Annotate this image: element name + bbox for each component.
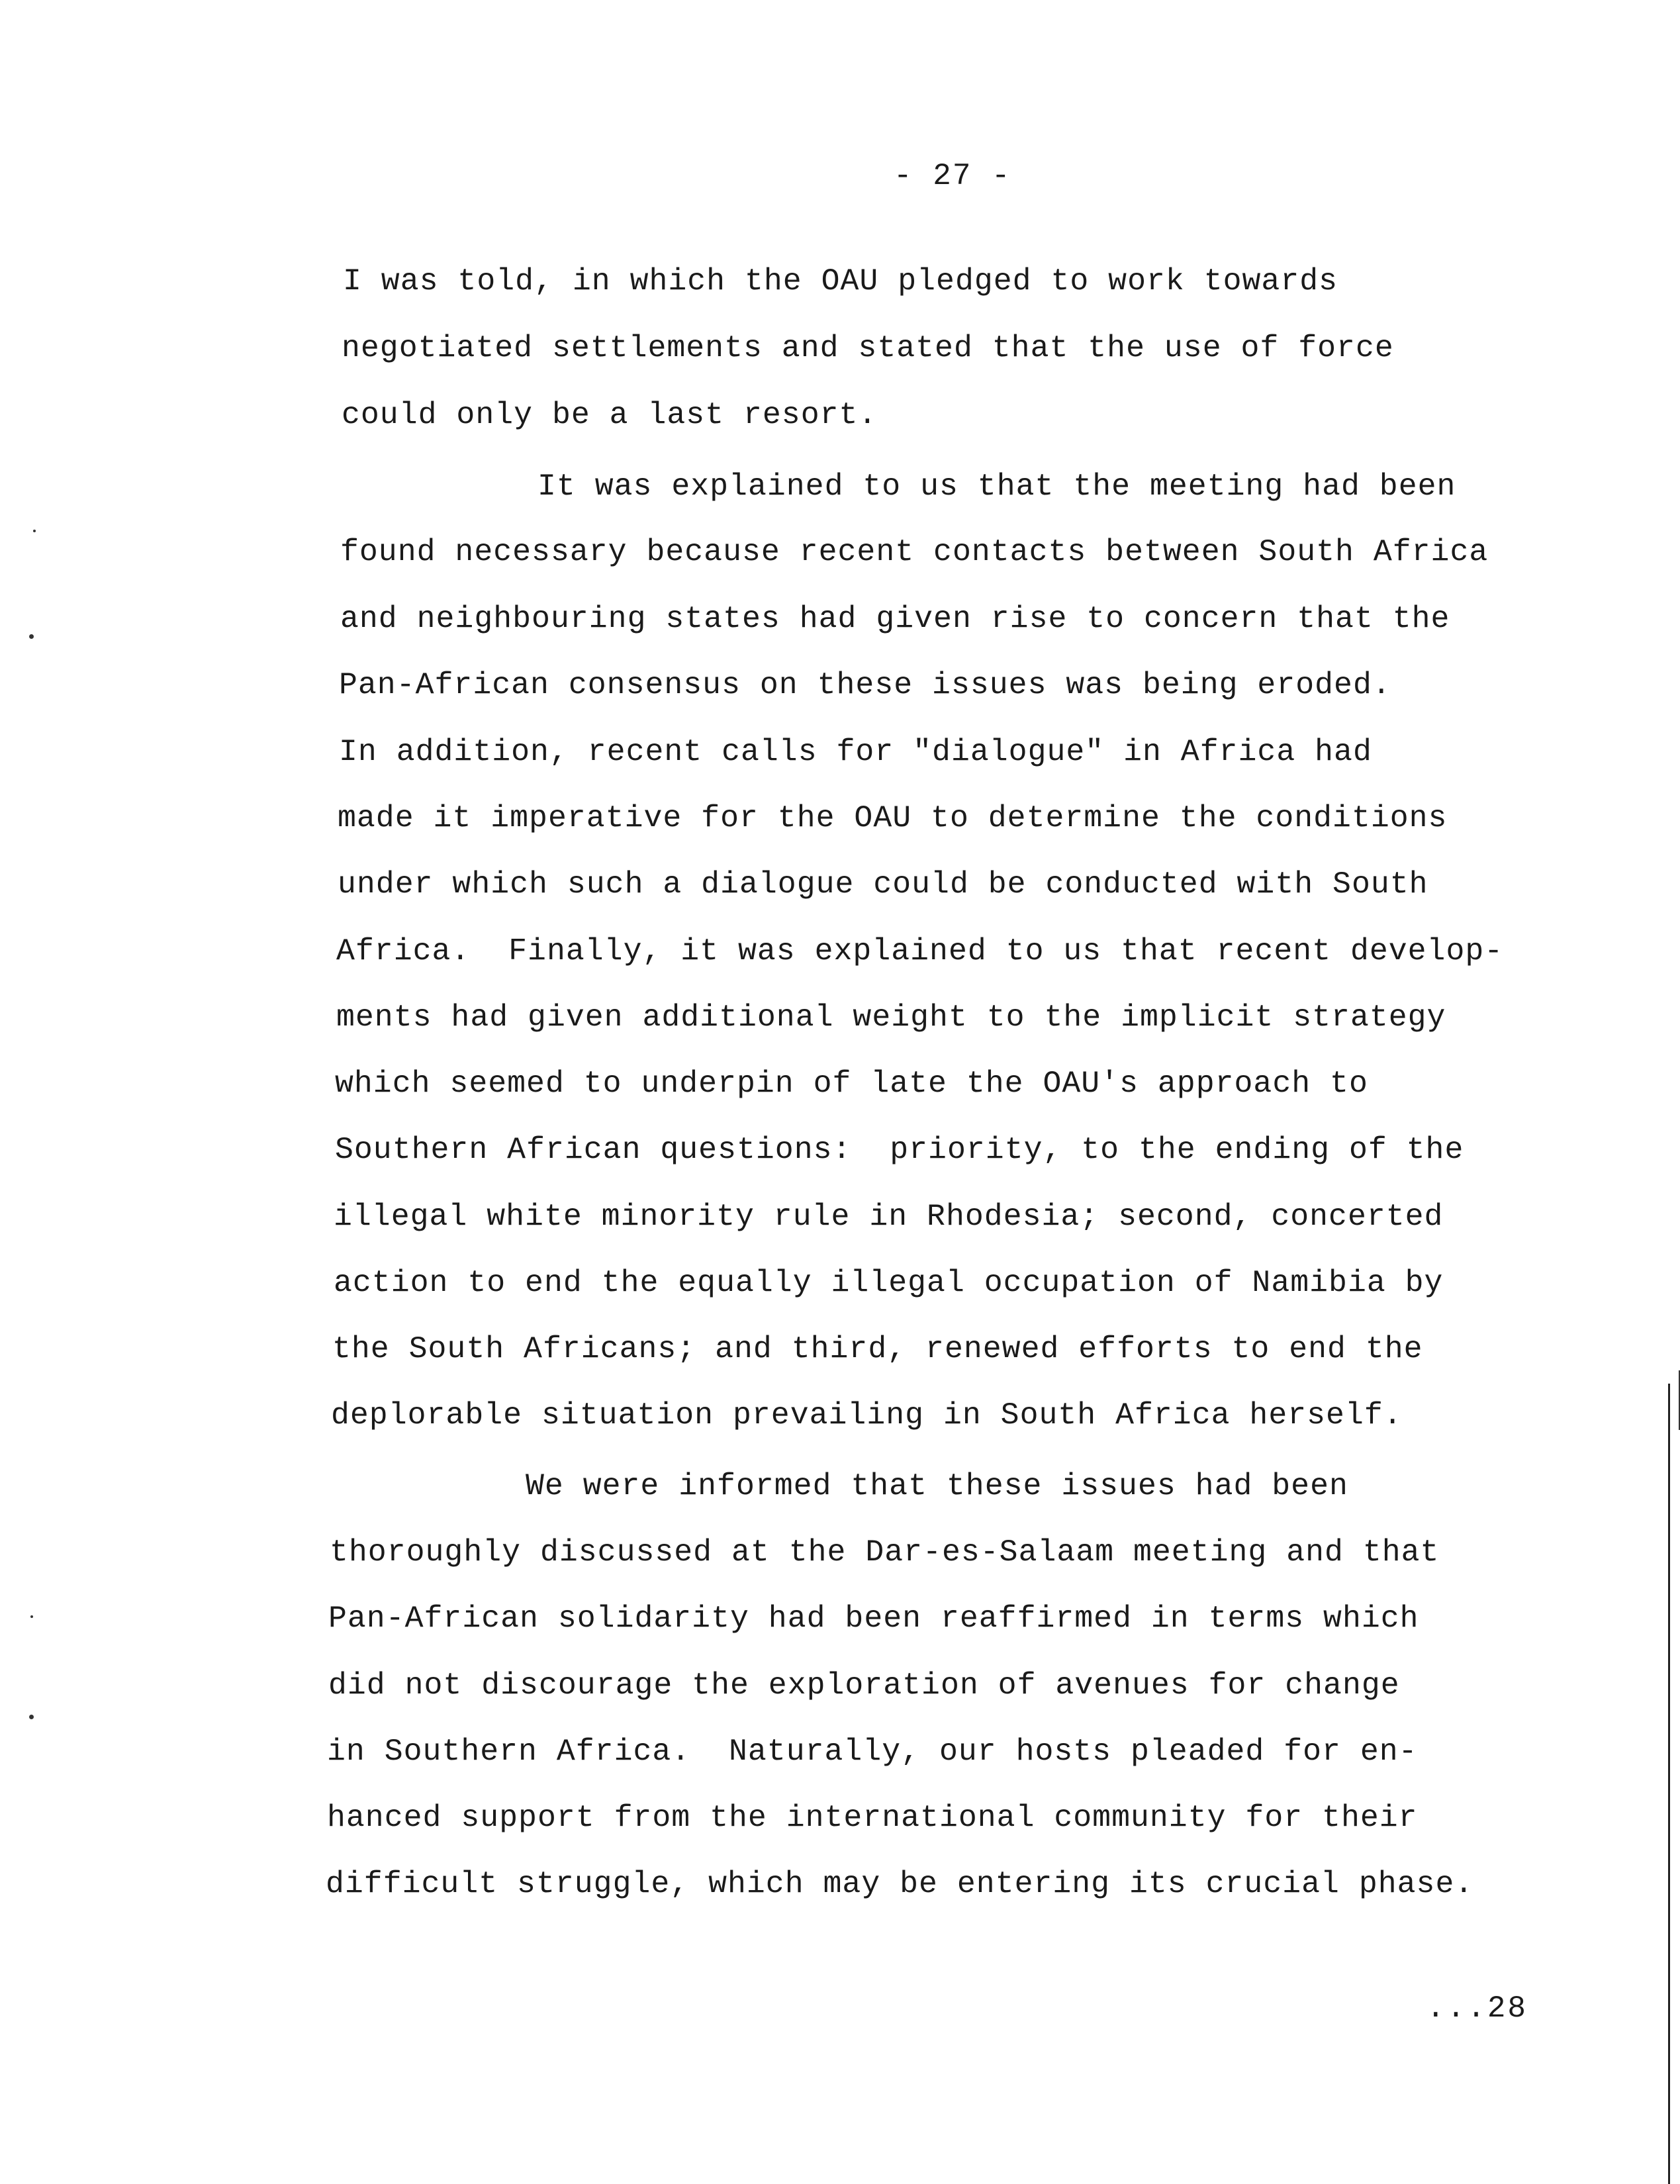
text-line: could only be a last resort.	[342, 397, 878, 432]
text-line: action to end the equally illegal occupation of Namibia by	[334, 1265, 1444, 1300]
text-line: Southern African questions: priority, to the ending of the	[335, 1132, 1464, 1167]
text-line: difficult struggle, which may be entering its crucial phase.	[326, 1866, 1474, 1901]
text-line: I was told, in which the OAU pledged to work towards	[343, 263, 1338, 299]
text-line: which seemed to underpin of late the OAU's approach to	[335, 1066, 1368, 1101]
text-line: illegal white minority rule in Rhodesia; second, concerted	[334, 1199, 1444, 1234]
text-line: thoroughly discussed at the Dar-es-Salaam meeting and that	[330, 1535, 1440, 1570]
scan-speck	[29, 634, 34, 639]
text-line: hanced support from the international community for their	[327, 1800, 1418, 1835]
text-line: In addition, recent calls for "dialogue" in Africa had	[339, 734, 1372, 769]
text-line: Africa. Finally, it was explained to us that recent develop-	[336, 933, 1504, 969]
page-number: - 27 -	[894, 159, 1011, 193]
text-line: negotiated settlements and stated that the use of force	[342, 330, 1394, 365]
text-line: the South Africans; and third, renewed efforts to end the	[332, 1331, 1423, 1366]
text-line: Pan-African solidarity had been reaffirmed in terms which	[328, 1601, 1419, 1636]
scan-speck	[29, 1715, 34, 1719]
text-line: in Southern Africa. Naturally, our hosts pleaded for en-	[327, 1734, 1418, 1769]
text-line: ments had given additional weight to the implicit strategy	[336, 1000, 1446, 1035]
text-line: under which such a dialogue could be conducted with South	[338, 867, 1428, 902]
text-line: made it imperative for the OAU to determine the conditions	[338, 800, 1448, 835]
text-line: Pan-African consensus on these issues was being eroded.	[339, 667, 1391, 702]
scan-speck	[33, 530, 36, 532]
text-line: deplorable situation prevailing in South Africa herself.	[331, 1398, 1403, 1433]
margin-rule	[1668, 1384, 1670, 2184]
text-line: and neighbouring states had given rise to concern that the	[340, 601, 1450, 636]
text-line: found necessary because recent contacts between South Africa	[340, 534, 1489, 569]
text-line: We were informed that these issues had been	[526, 1468, 1348, 1503]
text-line: did not discourage the exploration of avenues for change	[328, 1668, 1400, 1703]
text-line: It was explained to us that the meeting had been	[537, 469, 1456, 504]
scan-speck	[30, 1615, 33, 1618]
continuation-marker: ...28	[1426, 1991, 1528, 2026]
